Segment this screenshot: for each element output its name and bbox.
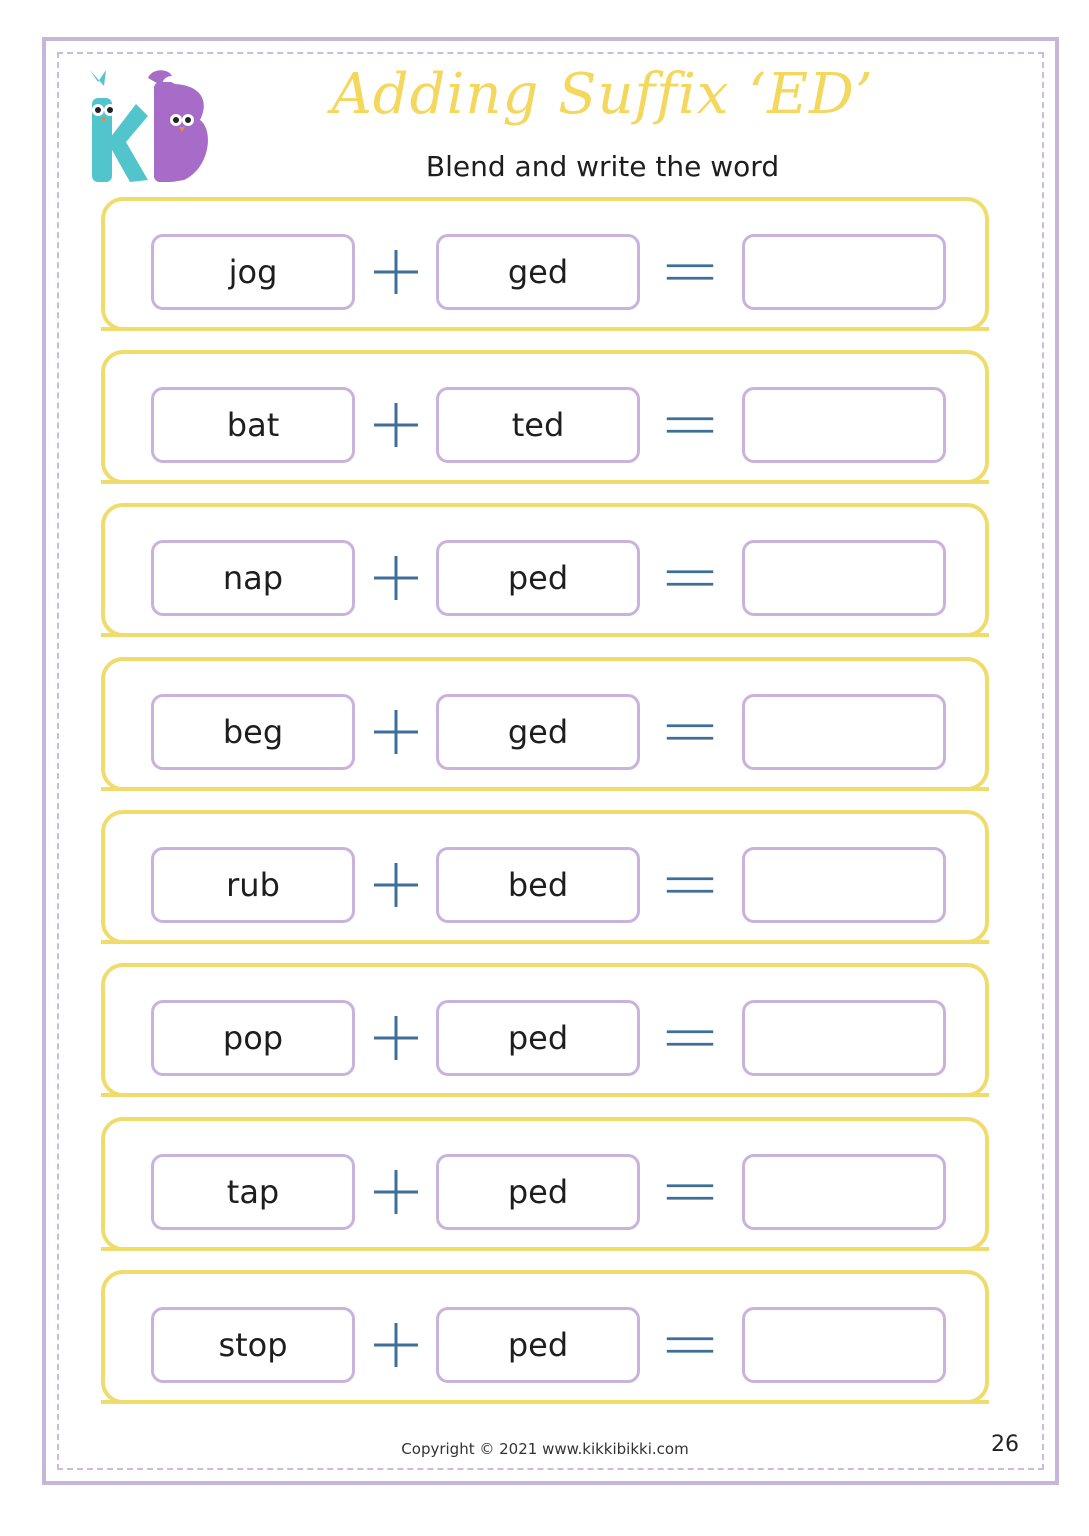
equals-icon: [665, 1320, 715, 1370]
base-word-box: bat: [151, 387, 355, 463]
plus-icon: [371, 707, 421, 757]
base-word-box: jog: [151, 234, 355, 310]
answer-box[interactable]: [742, 1000, 946, 1076]
plus-icon: [371, 1167, 421, 1217]
suffix-box: ped: [436, 1154, 640, 1230]
equals-icon: [665, 1167, 715, 1217]
suffix-box: ped: [436, 1307, 640, 1383]
exercise-row: [101, 503, 989, 637]
exercise-row: [101, 1270, 989, 1404]
equals-icon: [665, 707, 715, 757]
answer-box[interactable]: [742, 1307, 946, 1383]
page-number: 26: [991, 1432, 1019, 1457]
answer-box[interactable]: [742, 694, 946, 770]
equals-icon: [665, 400, 715, 450]
equals-icon: [665, 1013, 715, 1063]
equals-icon: [665, 247, 715, 297]
instructions: Blend and write the word: [425, 150, 780, 183]
page-title: Adding Suffix ‘ED’: [331, 62, 874, 127]
plus-icon: [371, 400, 421, 450]
plus-icon: [371, 247, 421, 297]
suffix-box: ged: [436, 234, 640, 310]
plus-icon: [371, 553, 421, 603]
plus-icon: [371, 1320, 421, 1370]
suffix-box: bed: [436, 847, 640, 923]
base-word-box: beg: [151, 694, 355, 770]
base-word-box: stop: [151, 1307, 355, 1383]
base-word-box: tap: [151, 1154, 355, 1230]
base-word-box: rub: [151, 847, 355, 923]
suffix-box: ped: [436, 1000, 640, 1076]
kikkibikki-logo: [76, 64, 216, 188]
answer-box[interactable]: [742, 234, 946, 310]
answer-box[interactable]: [742, 387, 946, 463]
exercise-row: [101, 1117, 989, 1251]
base-word-box: nap: [151, 540, 355, 616]
exercise-row: [101, 963, 989, 1097]
plus-icon: [371, 1013, 421, 1063]
suffix-box: ged: [436, 694, 640, 770]
base-word-box: pop: [151, 1000, 355, 1076]
copyright-text: Copyright © 2021 www.kikkibikki.com: [401, 1440, 689, 1458]
exercise-row: [101, 350, 989, 484]
equals-icon: [665, 860, 715, 910]
answer-box[interactable]: [742, 540, 946, 616]
exercise-row: [101, 197, 989, 331]
answer-box[interactable]: [742, 847, 946, 923]
suffix-box: ted: [436, 387, 640, 463]
exercise-row: [101, 657, 989, 791]
answer-box[interactable]: [742, 1154, 946, 1230]
plus-icon: [371, 860, 421, 910]
exercise-row: [101, 810, 989, 944]
logo-b-bird: [148, 70, 208, 182]
suffix-box: ped: [436, 540, 640, 616]
logo-k-bird: [90, 70, 148, 182]
equals-icon: [665, 553, 715, 603]
